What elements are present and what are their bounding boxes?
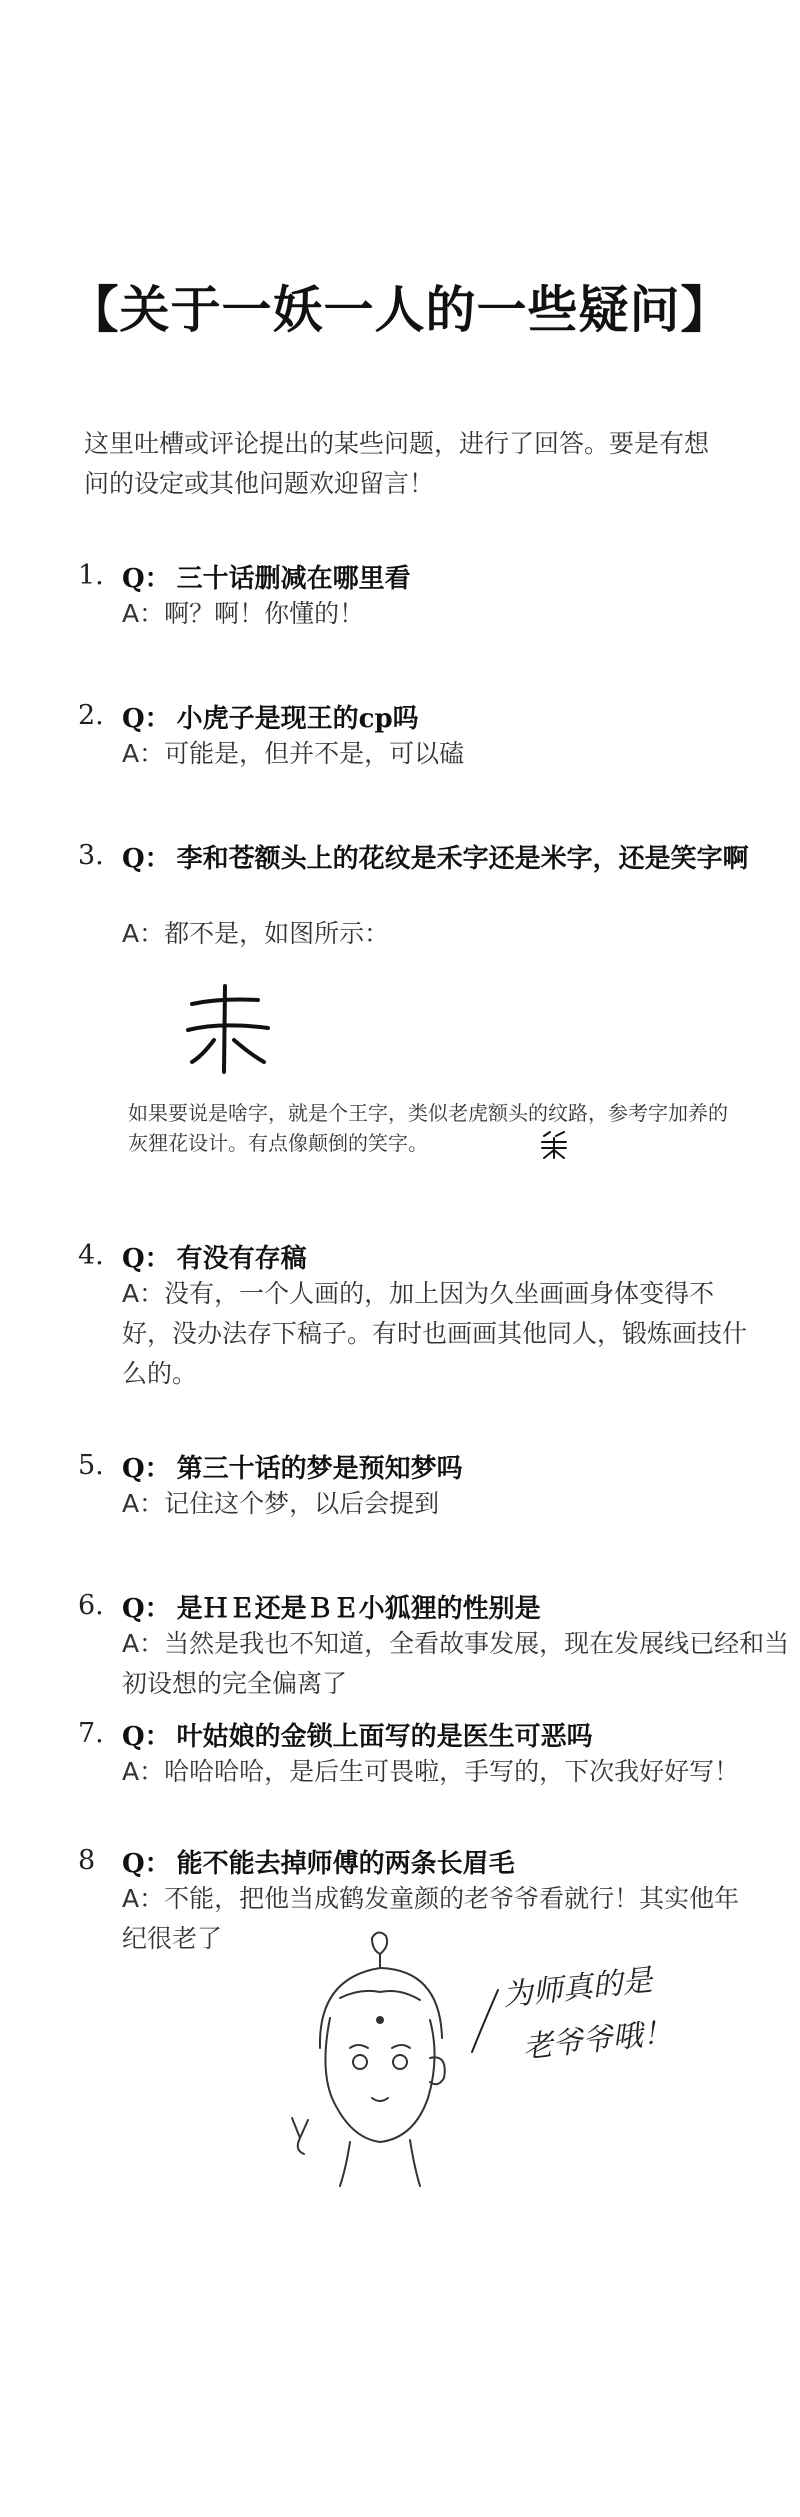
question-label: Q： xyxy=(122,1454,171,1484)
handwritten-line-2: 老爷爷哦！ xyxy=(521,2014,675,2066)
question-text: 三十话删减在哪里看 xyxy=(176,564,411,594)
answer: A：没有，一个人画的，加上因为久坐画画身体变得不好，没办法存下稿子。有时也画画其他同人，锻炼画技什么的。 xyxy=(122,1279,748,1388)
question xyxy=(122,1845,762,1883)
question-label: Q： xyxy=(122,1722,171,1752)
question-text: 能不能去掉师傅的两条长眉毛 xyxy=(176,1849,515,1879)
answer: A：哈哈哈哈，是后生可畏啦，手写的，下次我好好写！ xyxy=(122,1757,740,1786)
question-label: Q： xyxy=(122,564,171,594)
question-text: 是ＨＥ还是ＢＥ小狐狸的性别是 xyxy=(176,1594,541,1624)
question xyxy=(122,1590,762,1628)
forehead-pattern-sketch xyxy=(180,978,280,1078)
qa-item-7 xyxy=(78,1718,768,1808)
question-text: 叶姑娘的金锁上面写的是医生可恶吗 xyxy=(176,1722,593,1752)
question-label: Q： xyxy=(122,704,171,734)
question-text: 李和苍额头上的花纹是禾字还是米字，还是笑字啊 xyxy=(176,844,749,874)
question xyxy=(122,1240,762,1278)
qa-item-6 xyxy=(78,1590,790,1700)
question xyxy=(122,840,762,878)
question-text: 有没有存稿 xyxy=(176,1244,307,1274)
answer: A：当然是我也不知道，全看故事发展，现在发展线已经和当初设想的完全偏离了 xyxy=(122,1629,790,1698)
pattern-note: 如果要说是啥字，就是个王字，类似老虎额头的纹路，参考字加养的灰狸花设计。有点像颠倒的笑字。 xyxy=(128,1101,728,1155)
question-label: Q： xyxy=(122,844,171,874)
speech-dash xyxy=(466,1982,506,2062)
qa-item-5 xyxy=(78,1450,768,1540)
handwritten-line-1: 为师真的是 xyxy=(501,1962,655,2014)
master-character-sketch xyxy=(280,1928,480,2188)
laugh-pattern-icon xyxy=(538,1128,570,1160)
answer: A：啊？啊！你懂的！ xyxy=(122,599,365,628)
question-label: Q： xyxy=(122,1244,171,1274)
answer: A：不能，把他当成鹤发童颜的老爷爷看就行！其实他年纪很老了 xyxy=(122,1884,740,1953)
answer: A：可能是，但并不是，可以磕 xyxy=(122,739,465,768)
qa-number: 8 xyxy=(78,1845,96,1876)
question xyxy=(122,700,762,738)
qa-item-3 xyxy=(78,840,768,950)
answer: A：都不是，如图所示： xyxy=(122,919,390,948)
question xyxy=(122,560,762,598)
qa-number: 5. xyxy=(78,1450,104,1481)
qa-item-4 xyxy=(78,1240,768,1390)
qa-item-1 xyxy=(78,560,768,650)
question-label: Q： xyxy=(122,1849,171,1879)
intro-text: 这里吐槽或评论提出的某些问题，进行了回答。要是有想问的设定或其他问题欢迎留言！ xyxy=(84,429,710,498)
question xyxy=(122,1450,762,1488)
question xyxy=(122,1718,762,1756)
page-title: 【关于一妖一人的一些疑问】 xyxy=(68,281,732,339)
qa-item-2 xyxy=(78,700,768,790)
question-label: Q： xyxy=(122,1594,171,1624)
qa-number: 2. xyxy=(78,700,104,731)
qa-number: 1. xyxy=(78,560,104,591)
answer: A：记住这个梦，以后会提到 xyxy=(122,1489,440,1518)
question-text: 第三十话的梦是预知梦吗 xyxy=(176,1454,463,1484)
qa-number: 7. xyxy=(78,1718,104,1749)
qa-number: 6. xyxy=(78,1590,104,1621)
qa-number: 3. xyxy=(78,840,104,871)
question-text: 小虎子是现王的cp吗 xyxy=(176,704,419,734)
qa-number: 4. xyxy=(78,1240,104,1271)
